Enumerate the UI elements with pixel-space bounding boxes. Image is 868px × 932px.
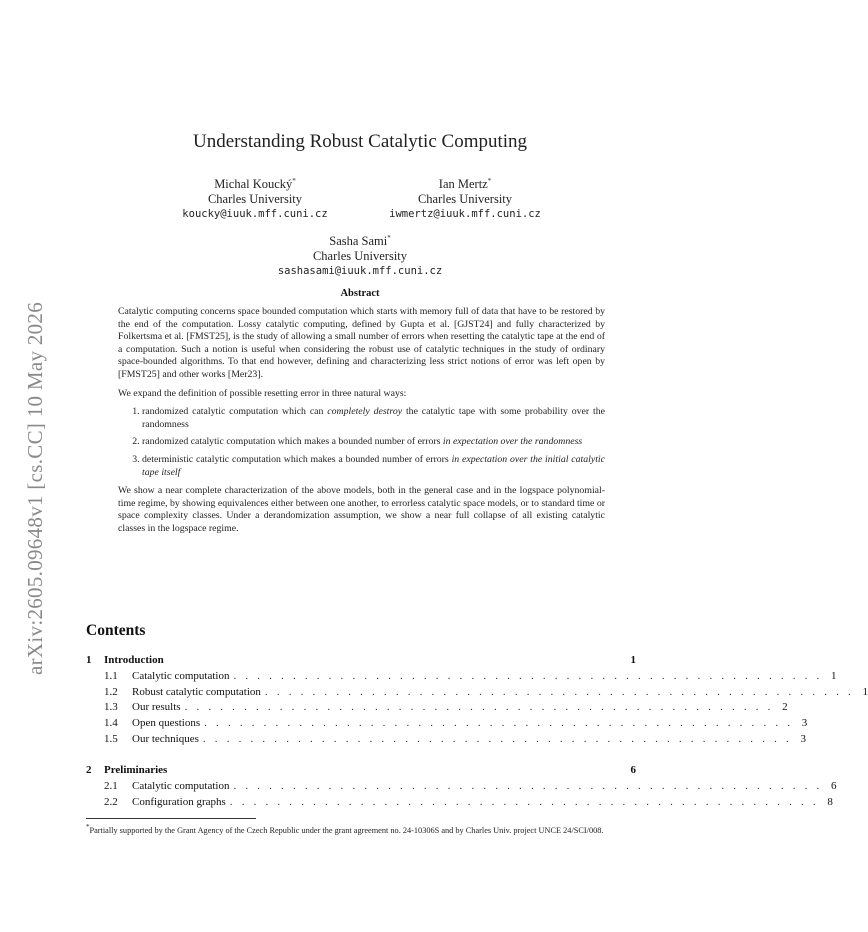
paper-title: Understanding Robust Catalytic Computing [192,131,528,152]
toc-entry[interactable]: 2 Preliminaries 6 [86,764,636,776]
toc-entry[interactable]: 1.3 Our results . . . . . . . . . . . . . . . . . . . . . . . . . . . . . . . . . . . . . . . . . . . . . . . . . . 2 [104,701,788,714]
abstract-paragraph: We show a near complete characterization of the above models, both in the general case and in the logspace polynomial-time regime, by showing equivalences either between one another, to errorless catalytic space models, or to standard time or space complexity classes. Under a derandomization assumption, we show a near full collapse of all existing catalytic classes in the logspace regime. [118,485,605,534]
toc-entry[interactable]: 1.5 Our techniques . . . . . . . . . . . . . . . . . . . . . . . . . . . . . . . . . . . . . . . . . . . . . . . . . . 3 [104,732,806,745]
author-email[interactable]: iwmertz@iuuk.mff.cuni.cz [389,208,541,221]
author-email[interactable]: sashasami@iuuk.mff.cuni.cz [277,265,443,278]
list-item: 2. randomized catalytic computation which makes a bounded number of errors in expectation over the randomness [142,436,605,449]
author-affiliation: Charles University [312,249,408,264]
author-name: Michal Koucký [214,177,293,192]
abstract-heading: Abstract [340,288,380,299]
toc-entry[interactable]: 1 Introduction 1 [86,654,636,666]
arxiv-identifier: arXiv:2605.09648v1 [cs.CC] 10 May 2026 [23,301,47,675]
author-block [160,174,350,222]
footnote-divider [86,818,256,819]
toc-entry[interactable]: 2.2 Configuration graphs . . . . . . . . . . . . . . . . . . . . . . . . . . . . . . . . . . . . . . . . . . . . . . . . . . 8 [104,795,833,808]
abstract-paragraph: Catalytic computing concerns space bounded computation which starts with memory full of data that have to be restored by the end of the computation. Lossy catalytic computing, defined by Gupta et al. [GJST24] and fully characterized by Folkertsma et al. [FMST25], is the study of allowing a small number of errors when resetting the catalytic tape at the end of a computation. Such a notion is useful when considering the robust use of catalytic techniques in the study of ordinary space-bounded algorithms. To that end however, defining and characterizing less strict notions of error was left open by [FMST25] and other works [Mer23]. [118,306,605,380]
error-notion-list [118,406,605,479]
contents-heading: Contents [86,622,146,639]
abstract-paragraph: We expand the definition of possible resetting error in three natural ways: [118,387,407,399]
author-block [370,174,560,222]
author-affiliation: Charles University [417,192,513,207]
author-email[interactable]: koucky@iuuk.mff.cuni.cz [182,208,328,221]
author-mark: * [487,177,492,185]
author-mark: * [292,177,296,185]
footnote: *Partially supported by the Grant Agency of the Czech Republic under the grant agreement no. 24-10306S and by Charles Univ. project UNCE 24/SCI/008. [86,823,604,835]
author-name: Sasha Sami [329,234,388,249]
author-affiliation: Charles University [207,192,303,207]
author-name: Ian Mertz [438,177,488,192]
list-item: 1. randomized catalytic computation which can completely destroy the catalytic tape with some probability over the randomness [142,406,605,431]
toc-entry[interactable]: 1.2 Robust catalytic computation . . . . . . . . . . . . . . . . . . . . . . . . . . . . . . . . . . . . . . . . . . . . . . . . . . 1 [104,685,868,698]
toc-entry[interactable]: 2.1 Catalytic computation . . . . . . . . . . . . . . . . . . . . . . . . . . . . . . . . . . . . . . . . . . . . . . . . . . 6 [104,779,837,792]
list-item: 3. deterministic catalytic computation which makes a bounded number of errors in expectation over the initial catalytic tape itself [142,454,605,479]
toc-entry[interactable]: 1.4 Open questions . . . . . . . . . . . . . . . . . . . . . . . . . . . . . . . . . . . . . . . . . . . . . . . . . . 3 [104,717,808,730]
abstract-body [118,306,605,542]
author-block [260,231,460,279]
table-of-contents [86,764,837,811]
author-mark: * [387,234,391,242]
table-of-contents [86,654,868,749]
toc-entry[interactable]: 1.1 Catalytic computation . . . . . . . . . . . . . . . . . . . . . . . . . . . . . . . . . . . . . . . . . . . . . . . . . . 1 [104,669,837,682]
